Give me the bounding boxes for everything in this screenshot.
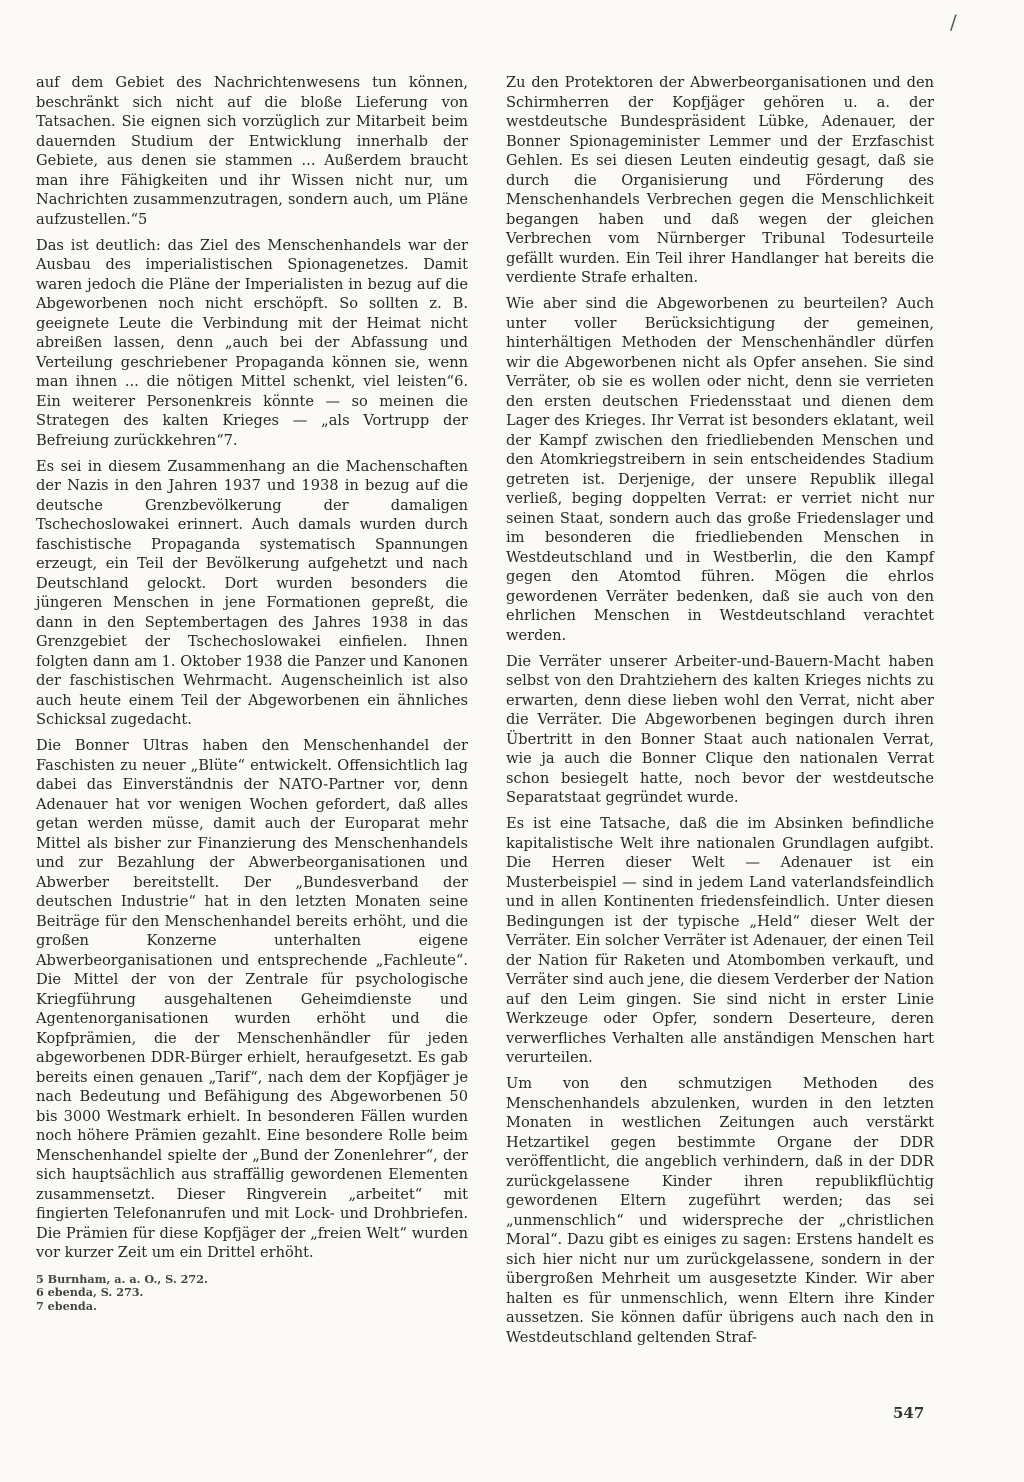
left-column	[36, 73, 468, 1313]
corner-mark: /	[950, 10, 957, 34]
paragraph: Es sei in diesem Zusammenhang an die Machenschaften der Nazis in den Jahren 1937 und 1938 in bezug auf die deutsche Grenzbevölkerung der damaligen Tschechoslowakei erinnert. Auch damals wurden durch faschistische Propaganda systematisch Spannungen erzeugt, ein Teil der Bevölkerung aufgehetzt und nach Deutschland gelockt. Dort wurden besonders die jüngeren Menschen in jene Formationen gepreßt, die dann in den Septembertagen des Jahres 1938 in das Grenzgebiet der Tschechoslowakei einfielen. Ihnen folgten dann am 1. Oktober 1938 die Panzer und Kanonen der faschistischen Wehrmacht. Augenscheinlich ist also auch heute einem Teil der Abgeworbenen ein ähnliches Schicksal zugedacht.	[36, 457, 468, 728]
right-column	[506, 73, 934, 1347]
paragraph: Das ist deutlich: das Ziel des Menschenhandels war der Ausbau des imperialistischen Spionagenetzes. Damit waren jedoch die Pläne der Imperialisten in bezug auf die Abgeworbenen noch nicht erschöpft. So sollten z. B. geeignete Leute die Verbindung mit der Heimat nicht abreißen lassen, denn „auch bei der Abfassung und Verteilung geschriebener Propaganda können sie, wenn man ihnen ... die nötigen Mittel schenkt, viel leisten“6. Ein weiterer Personenkreis könnte — so meinen die Strategen des kalten Krieges — „als Vortrupp der Befreiung zurückkehren“7.	[36, 236, 468, 449]
paragraph: Um von den schmutzigen Methoden des Menschenhandels abzulenken, wurden in den letzten Monaten in westlichen Zeitungen auch verstärkt Hetzartikel gegen bestimmte Organe der DDR veröffentlicht, die angeblich verhindern, daß in der DDR zurückgelassene Kinder ihren republikflüchtig gewordenen Eltern zugeführt werden; das sei „unmenschlich“ und widerspreche der „christlichen Moral“. Dazu gibt es einiges zu sagen: Erstens handelt es sich hier nicht nur um zurückgelassene, sondern in der übergroßen Mehrheit um ausgesetzte Kinder. Wir aber halten es für unmenschlich, wenn Eltern ihre Kinder aussetzen. Sie können dafür übrigens auch nach den in Westdeutschland geltenden Straf-	[506, 1075, 934, 1346]
footnote: 7 ebenda.	[36, 1298, 97, 1313]
paragraph: Die Bonner Ultras haben den Menschenhandel der Faschisten zu neuer „Blüte“ entwickelt. Offensichtlich lag dabei das Einverständnis der NATO-Partner vor, denn Adenauer hat vor wenigen Wochen gefordert, daß alles getan werden müsse, damit auch der Europarat mehr Mittel als bisher zur Finanzierung des Menschenhandels und zur Bezahlung der Abwerbeorganisationen und Abwerber bereitstellt. Der „Bundesverband der deutschen Industrie“ hat in den letzten Monaten seine Beiträge für den Menschenhandel bereits erhöht, und die großen Konzerne unterhalten eigene Abwerbeorganisationen und entsprechende „Fachleute“. Die Mittel der von der Zentrale für psychologische Kriegführung ausgehaltenen Geheimdienste und Agentenorganisationen wurden erhöht und die Kopfprämien, die der Menschenhändler für jeden abgeworbenen DDR-Bürger erhielt, heraufgesetzt. Es gab bereits einen genauen „Tarif“, nach dem der Kopfjäger je nach Bedeutung und Befähigung des Abgeworbenen 50 bis 3000 Westmark erhielt. In besonderen Fällen wurden noch höhere Prämien gezahlt. Eine besondere Rolle beim Menschenhandel spielte der „Bund der Zonenlehrer“, der sich hauptsächlich aus straffällig gewordenen Elementen zusammensetzt. Dieser Ringverein „arbeitet“ mit fingierten Telefonanrufen und mit Lock- und Drohbriefen. Die Prämien für diese Kopfjäger der „freien Welt“ wurden vor kurzer Zeit um ein Drittel erhöht.	[36, 737, 468, 1261]
paragraph: Die Verräter unserer Arbeiter-und-Bauern-Macht haben selbst von den Drahtziehern des kalten Krieges nichts zu erwarten, denn diese lieben wohl den Verrat, nicht aber die Verräter. Die Abgeworbenen begingen durch ihren Übertritt in den Bonner Staat auch nationalen Verrat, wie ja auch die Bonner Clique den nationalen Verrat schon besiegelt hatte, noch bevor der westdeutsche Separatstaat gegründet wurde.	[506, 652, 934, 806]
paragraph: Wie aber sind die Abgeworbenen zu beurteilen? Auch unter voller Berücksichtigung der gemeinen, hinterhältigen Methoden der Menschenhändler dürfen wir die Abgeworbenen nicht als Opfer ansehen. Sie sind Verräter, ob sie es wollen oder nicht, denn sie verrieten den ersten deutschen Friedensstaat und dienen dem Lager des Krieges. Ihr Verrat ist besonders eklatant, weil der Kampf zwischen den friedliebenden Menschen und den Atomkriegstreibern in sein entscheidendes Stadium getreten ist. Derjenige, der unsere Republik illegal verließ, beging doppelten Verrat: er verriet nicht nur seinen Staat, sondern auch das große Friedenslager und im besonderen die friedliebenden Menschen in Westdeutschland und in Westberlin, die den Kampf gegen den Atomtod führen. Mögen die ehrlos gewordenen Verräter bedenken, daß sie auch von den ehrlichen Menschen in Westdeutschland verachtet werden.	[506, 295, 934, 644]
paragraph: Zu den Protektoren der Abwerbeorganisationen und den Schirmherren der Kopfjäger gehören u. a. der westdeutsche Bundespräsident Lübke, Adenauer, der Bonner Spionageminister Lemmer und der Erzfaschist Gehlen. Es sei diesen Leuten eindeutig gesagt, daß sie durch die Organisierung und Förderung des Menschenhandels Verbrechen gegen die Menschlichkeit begangen haben und daß wegen der gleichen Verbrechen vom Nürnberger Tribunal Todesurteile gefällt wurden. Ein Teil ihrer Handlanger hat bereits die verdiente Strafe erhalten.	[506, 74, 934, 286]
footnotes	[36, 1273, 468, 1314]
footnote: 6 ebenda, S. 273.	[36, 1285, 144, 1299]
footnote: 5 Burnham, a. a. O., S. 272.	[36, 1271, 208, 1286]
paragraph: auf dem Gebiet des Nachrichtenwesens tun können, beschränkt sich nicht auf die bloße Lieferung von Tatsachen. Sie eignen sich vorzüglich zur Mitarbeit beim dauernden Studium der Entwicklung innerhalb der Gebiete, aus denen sie stammen ... Außerdem braucht man ihre Fähigkeiten und ihr Wissen nicht nur, um Nachrichten zusammenzutragen, sondern auch, um Pläne aufzustellen.“5	[36, 74, 468, 228]
page-number: 547	[893, 1404, 925, 1422]
paragraph: Es ist eine Tatsache, daß die im Absinken befindliche kapitalistische Welt ihre nationalen Grundlagen aufgibt. Die Herren dieser Welt — Adenauer ist ein Musterbeispiel — sind in jedem Land vaterlandsfeindlich und in allen Kontinenten friedensfeindlich. Unter diesen Bedingungen ist der typische „Held“ dieser Welt der Verräter. Ein solcher Verräter ist Adenauer, der einen Teil der Nation für Raketen und Atombomben verkauft, und Verräter sind auch jene, die diesem Verderber der Nation auf den Leim gingen. Sie sind nicht in erster Linie Werkzeuge oder Opfer, sondern Deserteure, deren verwerfliches Verhalten alle anständigen Menschen hart verurteilen.	[506, 815, 934, 1066]
